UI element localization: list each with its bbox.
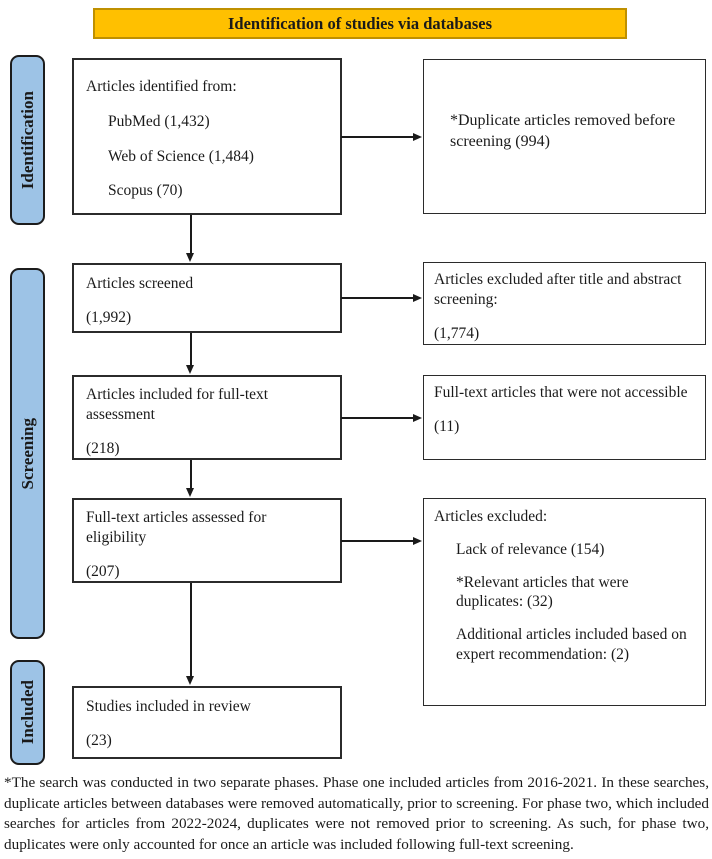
box-excluded-screening bbox=[423, 262, 706, 345]
box-excluded-fulltext-title: Articles excluded: bbox=[434, 508, 548, 525]
box-not-accessible-title: Full-text articles that were not accessible bbox=[434, 384, 688, 401]
arrow-screened-to-excluded-line bbox=[341, 297, 414, 299]
box-included-review bbox=[72, 686, 342, 759]
header-title: Identification of studies via databases bbox=[227, 13, 493, 33]
box-articles-screened-title: Articles screened bbox=[86, 275, 194, 292]
arrow-assessed-to-excluded-line bbox=[341, 540, 414, 542]
arrow-screened-to-fulltext-line bbox=[190, 333, 192, 366]
box-fulltext-included bbox=[72, 375, 342, 460]
box-articles-screened-count: (1,992) bbox=[86, 308, 132, 326]
stage-label-screening: Screening bbox=[17, 417, 37, 490]
arrow-fulltext-to-assessed-line bbox=[190, 460, 192, 489]
header-banner bbox=[93, 8, 627, 39]
box-assessed-eligibility-title: Full-text articles assessed for eligibility bbox=[86, 509, 267, 546]
box-assessed-eligibility bbox=[72, 498, 342, 583]
arrow-identified-to-duplicates-line bbox=[341, 136, 414, 138]
arrow-identified-to-duplicates-head bbox=[413, 133, 422, 141]
stage-label-identification: Identification bbox=[17, 90, 37, 190]
arrow-identified-to-screened-line bbox=[190, 215, 192, 254]
box-fulltext-included-title: Articles included for full-text assessment bbox=[86, 386, 269, 423]
box-articles-identified bbox=[72, 58, 342, 215]
arrow-screened-to-fulltext-head bbox=[186, 365, 194, 374]
arrow-identified-to-screened-head bbox=[186, 253, 194, 262]
box-excluded-screening-count: (1,774) bbox=[434, 324, 480, 342]
box-articles-identified-title: Articles identified from: bbox=[86, 78, 237, 95]
box-fulltext-included-count: (218) bbox=[86, 439, 120, 457]
arrow-fulltext-to-notaccessible-line bbox=[341, 417, 414, 419]
exclusion-lack-of-relevance: Lack of relevance (154) bbox=[456, 540, 605, 558]
arrow-assessed-to-included-head bbox=[186, 676, 194, 685]
arrow-assessed-to-excluded-head bbox=[413, 537, 422, 545]
box-duplicates-removed bbox=[423, 59, 706, 214]
arrow-fulltext-to-assessed-head bbox=[186, 488, 194, 497]
box-included-review-title: Studies included in review bbox=[86, 698, 251, 715]
box-not-accessible bbox=[423, 375, 706, 460]
stage-bar-screening bbox=[10, 268, 45, 639]
arrow-fulltext-to-notaccessible-head bbox=[413, 414, 422, 422]
footnote-text: *The search was conducted in two separate phases. Phase one included articles from 2016-2021. In these searches, duplicate articles between databases were removed automatically, prior to screening. For phase two, which included searches for articles from 2022-2024, duplicates were not removed prior to screening. As such, for phase two, duplicates were only accounted for once an article was included following full-text screening. bbox=[4, 774, 709, 854]
exclusion-relevant-duplicates: *Relevant articles that were duplicates: (32) bbox=[456, 573, 629, 611]
stage-bar-identification bbox=[10, 55, 45, 225]
exclusion-expert-recommendation: Additional articles included based on expert recommendation: (2) bbox=[456, 626, 687, 664]
stage-label-included: Included bbox=[17, 680, 37, 745]
box-excluded-screening-title: Articles excluded after title and abstract screening: bbox=[434, 271, 682, 308]
box-assessed-eligibility-count: (207) bbox=[86, 562, 120, 580]
stage-bar-included bbox=[10, 660, 45, 765]
box-articles-screened bbox=[72, 263, 342, 333]
source-web-of-science: Web of Science (1,484) bbox=[108, 147, 254, 165]
box-excluded-fulltext bbox=[423, 498, 706, 706]
arrow-screened-to-excluded-head bbox=[413, 294, 422, 302]
box-duplicates-removed-text: *Duplicate articles removed before screening (994) bbox=[450, 112, 676, 150]
box-not-accessible-count: (11) bbox=[434, 417, 460, 435]
box-included-review-count: (23) bbox=[86, 731, 112, 749]
source-pubmed: PubMed (1,432) bbox=[108, 112, 210, 130]
arrow-assessed-to-included-line bbox=[190, 583, 192, 677]
source-scopus: Scopus (70) bbox=[108, 182, 183, 200]
